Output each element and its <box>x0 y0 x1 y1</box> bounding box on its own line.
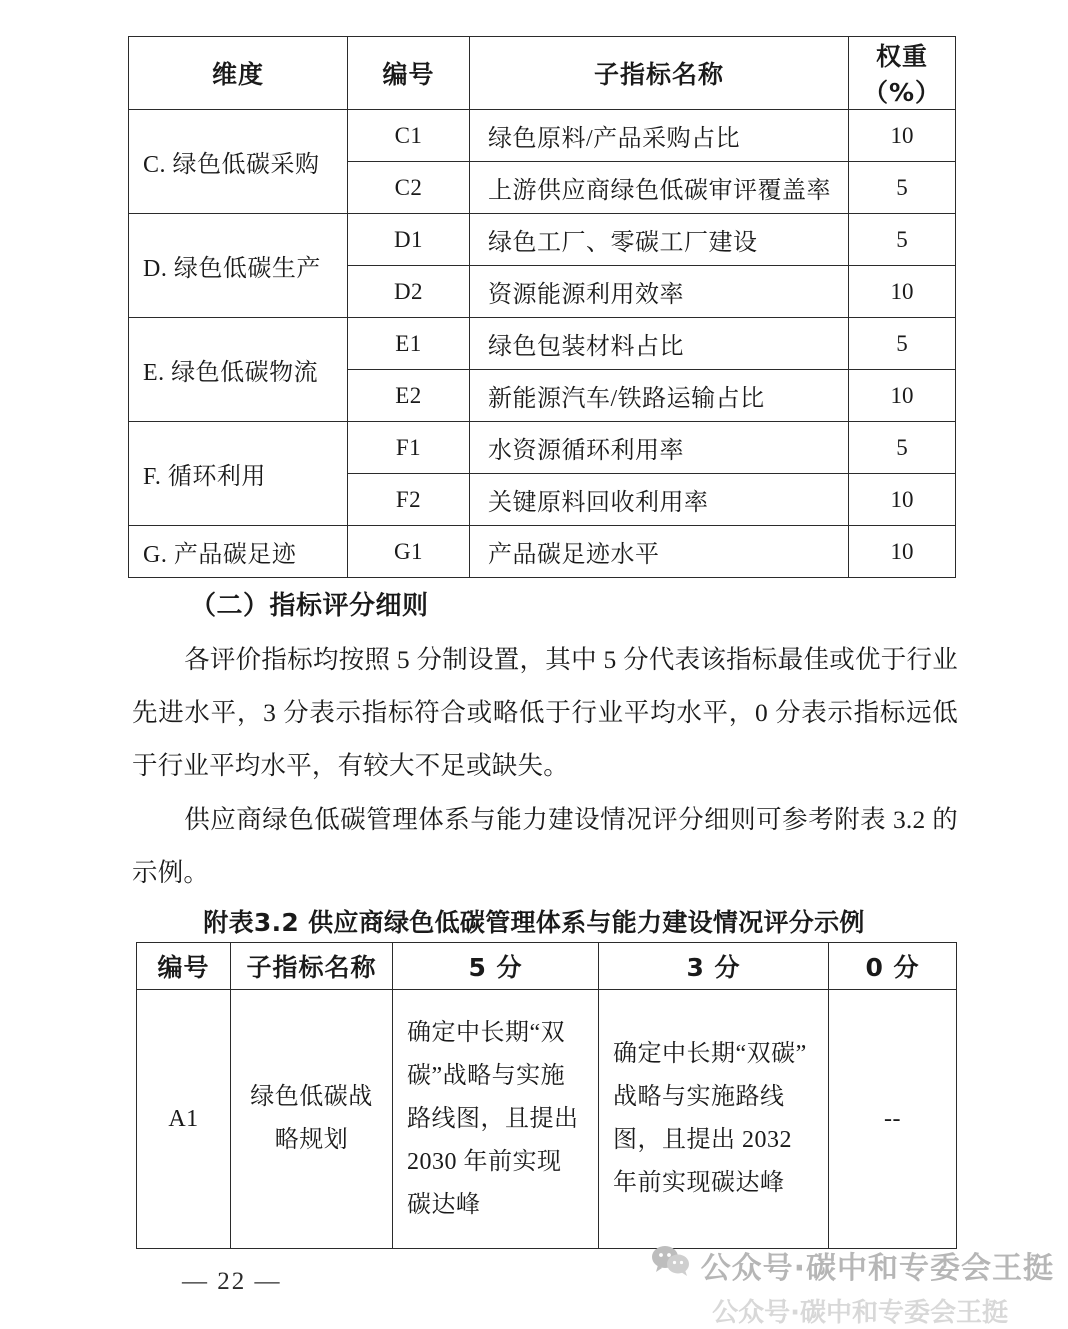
code-cell: D1 <box>348 214 470 266</box>
paragraph-text: 各评价指标均按照 5 分制设置，其中 5 分代表该指标最佳或优于行业先进水平，3 分表示指标符合或略低于行业平均水平，0 分表示指标远低于行业平均水平，有较大不足或缺失。 <box>132 645 958 780</box>
table-row <box>129 318 956 370</box>
scoring-example-table <box>136 942 957 1249</box>
example-name-cell: 绿色低碳战略规划 <box>231 990 393 1249</box>
section-heading: （二）指标评分细则 <box>190 591 429 621</box>
dimension-cell: C. 绿色低碳采购 <box>129 110 348 214</box>
watermark-ghost: 公众号·碳中和专委会王挺 <box>712 1298 1008 1328</box>
paragraph-text: 供应商绿色低碳管理体系与能力建设情况评分细则可参考附表 3.2 的示例。 <box>132 805 958 887</box>
page-number: — 22 — <box>182 1268 282 1295</box>
table-row <box>129 422 956 474</box>
code-cell: E2 <box>348 370 470 422</box>
code-cell: E1 <box>348 318 470 370</box>
name-cell: 水资源循环利用率 <box>470 422 849 474</box>
header-score-3: 3 分 <box>599 943 829 990</box>
name-cell: 上游供应商绿色低碳审评覆盖率 <box>470 162 849 214</box>
header-code: 编号 <box>348 37 470 110</box>
name-cell: 绿色包装材料占比 <box>470 318 849 370</box>
weight-cell: 10 <box>849 526 956 578</box>
code-cell: C1 <box>348 110 470 162</box>
table-row <box>129 526 956 578</box>
weight-cell: 5 <box>849 162 956 214</box>
paragraph-reference <box>132 793 958 899</box>
table-header-row <box>137 943 957 990</box>
paragraph-scoring-rules <box>132 633 958 792</box>
dimension-cell: D. 绿色低碳生产 <box>129 214 348 318</box>
code-cell: F1 <box>348 422 470 474</box>
watermark <box>651 1243 1054 1287</box>
name-cell: 新能源汽车/铁路运输占比 <box>470 370 849 422</box>
table-caption: 附表3.2 供应商绿色低碳管理体系与能力建设情况评分示例 <box>203 908 865 937</box>
header-dimension: 维度 <box>129 37 348 110</box>
weight-cell: 10 <box>849 110 956 162</box>
code-cell: F2 <box>348 474 470 526</box>
indicator-weights-table <box>128 36 956 578</box>
dimension-cell: G. 产品碳足迹 <box>129 526 348 578</box>
weight-cell: 5 <box>849 318 956 370</box>
watermark-text: 公众号·碳中和专委会王挺 <box>700 1251 1054 1286</box>
example-score3-cell: 确定中长期“双碳”战略与实施路线图，且提出 2032 年前实现碳达峰 <box>599 990 829 1249</box>
dimension-cell: E. 绿色低碳物流 <box>129 318 348 422</box>
dimension-cell: F. 循环利用 <box>129 422 348 526</box>
name-cell: 关键原料回收利用率 <box>470 474 849 526</box>
header-sub-indicator: 子指标名称 <box>231 943 393 990</box>
weight-cell: 5 <box>849 422 956 474</box>
header-sub-indicator: 子指标名称 <box>470 37 849 110</box>
name-cell: 绿色原料/产品采购占比 <box>470 110 849 162</box>
code-cell: G1 <box>348 526 470 578</box>
header-weight: 权重（%） <box>849 37 956 110</box>
wechat-icon <box>651 1245 691 1285</box>
code-cell: C2 <box>348 162 470 214</box>
header-code: 编号 <box>137 943 231 990</box>
header-score-0: 0 分 <box>829 943 957 990</box>
example-score0-cell: -- <box>829 990 957 1249</box>
table-row <box>129 110 956 162</box>
weight-cell: 5 <box>849 214 956 266</box>
example-score5-cell: 确定中长期“双碳”战略与实施路线图，且提出 2030 年前实现碳达峰 <box>393 990 599 1249</box>
table-row <box>129 214 956 266</box>
example-code-cell: A1 <box>137 990 231 1249</box>
name-cell: 绿色工厂、零碳工厂建设 <box>470 214 849 266</box>
name-cell: 资源能源利用效率 <box>470 266 849 318</box>
weight-cell: 10 <box>849 266 956 318</box>
weight-cell: 10 <box>849 370 956 422</box>
table-header-row <box>129 37 956 110</box>
name-cell: 产品碳足迹水平 <box>470 526 849 578</box>
table-row <box>137 990 957 1249</box>
header-score-5: 5 分 <box>393 943 599 990</box>
code-cell: D2 <box>348 266 470 318</box>
weight-cell: 10 <box>849 474 956 526</box>
